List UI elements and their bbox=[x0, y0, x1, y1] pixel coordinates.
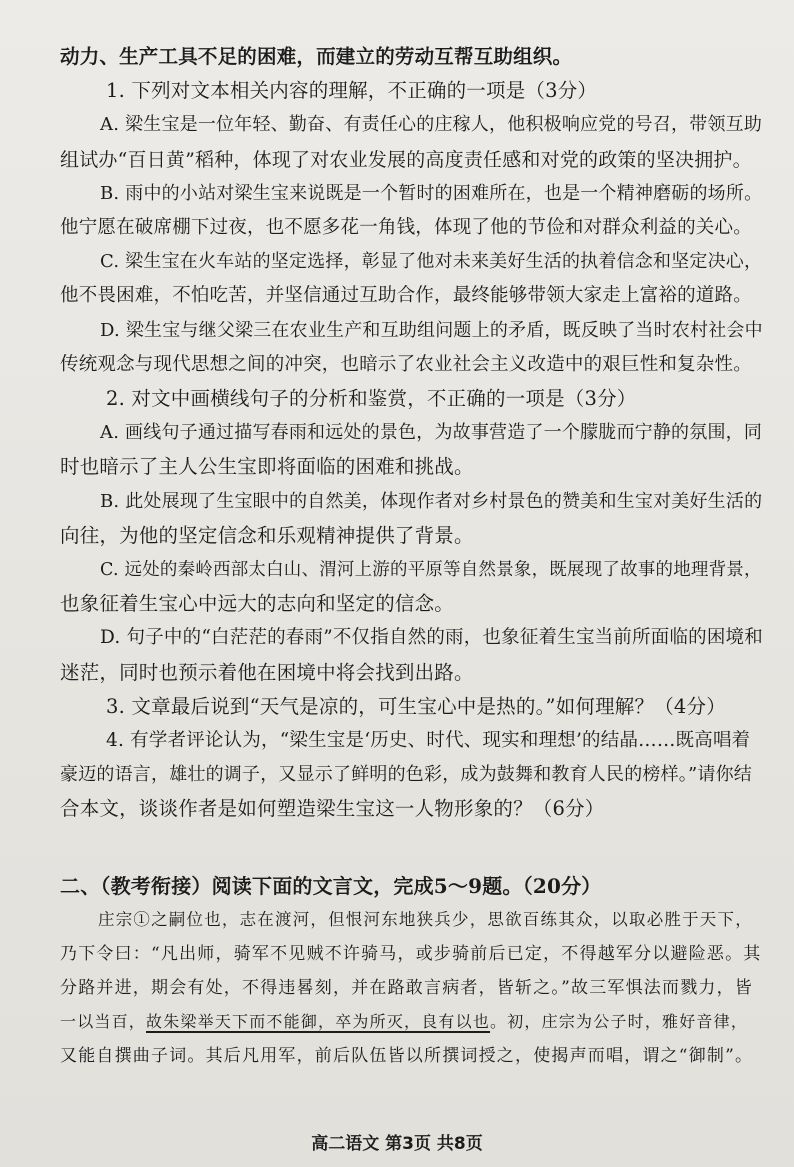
q1-option-d: D. 梁生宝与继父梁三在农业生产和互助组问题上的矛盾，既反映了当时农村社会中 bbox=[100, 319, 763, 341]
q2-option-a-cont: 时也暗示了主人公生宝即将面临的困难和挑战。 bbox=[60, 455, 474, 479]
q2-option-b-cont: 向往，为他的坚定信念和乐观精神提供了背景。 bbox=[60, 523, 474, 547]
q2-option-a: A. 画线句子通过描写春雨和远处的景色，为故事营造了一个朦胧而宁静的氛围，同 bbox=[100, 422, 763, 444]
underlined-sentence: 故朱梁举天下而不能御，卒为所灭，良有以也 bbox=[146, 1012, 491, 1032]
classical-text-segment: 一以当百， bbox=[60, 1012, 147, 1032]
question-4-cont: 合本文，谈谈作者是如何塑造梁生宝这一人物形象的？（6分） bbox=[60, 797, 605, 821]
q1-option-b-cont: 他宁愿在破席棚下过夜，也不愿多花一角钱，体现了他的节俭和对群众利益的关心。 bbox=[60, 217, 752, 239]
q1-option-c-cont: 他不畏困难，不怕吃苦，并坚信通过互助合作，最终能够带领大家走上富裕的道路。 bbox=[60, 285, 752, 307]
q1-option-a: A. 梁生宝是一位年轻、勤奋、有责任心的庄稼人，他积极响应党的号召，带领互助 bbox=[100, 114, 763, 136]
classical-text-line: 又能自撰曲子词。其后凡用军，前后队伍皆以所撰词授之，使揭声而唱，谓之“御制”。 bbox=[60, 1046, 754, 1067]
classical-text-line: 乃下令曰：“凡出师，骑军不见贼不许骑马，或步骑前后已定，不得越军分以避险恶。其 bbox=[60, 943, 762, 964]
section-2-title: 二、（教考衔接）阅读下面的文言文，完成5～9题。（20分） bbox=[60, 873, 602, 898]
q2-option-d: D. 句子中的“白茫茫的春雨”不仅指自然的雨，也象征着生宝当前所面临的困境和 bbox=[100, 627, 763, 649]
section-gap bbox=[60, 827, 766, 869]
classical-text-line bbox=[60, 1005, 766, 1039]
q2-option-b: B. 此处展现了生宝眼中的自然美，体现作者对乡村景色的赞美和生宝对美好生活的 bbox=[100, 490, 763, 512]
question-4: 4. 有学者评论认为，“梁生宝是‘历史、时代、现实和理想’的结晶……既高唱着 bbox=[106, 730, 751, 752]
q2-option-c: C. 远处的秦岭西部太白山、渭河上游的平原等自然景象，既展现了故事的地理背景， bbox=[100, 560, 762, 581]
classical-text-segment: 。初，庄宗为公子时，雅好音律， bbox=[490, 1012, 749, 1032]
q2-option-c-cont: 也象征着生宝心中远大的志向和坚定的信念。 bbox=[60, 592, 455, 616]
classical-text-line: 庄宗①之嗣位也，志在渡河，但恨河东地狭兵少，思欲百练其众，以取必胜于天下， bbox=[98, 909, 753, 929]
classical-text-line: 分路并进，期会有处，不得违晷刻，并在路敢言病者，皆斩之。”故三军惧法而戮力，皆 bbox=[60, 978, 753, 999]
page-content bbox=[60, 40, 766, 1074]
q1-option-a-cont: 组试办“百日黄”稻种，体现了对农业发展的高度责任感和对党的政策的坚决拥护。 bbox=[60, 148, 752, 171]
q1-option-c: C. 梁生宝在火车站的坚定选择，彰显了他对未来美好生活的执着信念和坚定决心， bbox=[100, 251, 763, 273]
question-2: 2. 对文中画横线句子的分析和鉴赏，不正确的一项是（3分） bbox=[106, 387, 637, 411]
q1-option-b: B. 雨中的小站对梁生宝来说既是一个暂时的困难所在，也是一个精神磨砺的场所。 bbox=[100, 182, 763, 204]
question-3: 3. 文章最后说到“天气是凉的，可生宝心中是热的。”如何理解？（4分） bbox=[106, 694, 726, 718]
q1-option-d-cont: 传统观念与现代思想之间的冲突，也暗示了农业社会主义改造中的艰巨性和复杂性。 bbox=[60, 353, 752, 375]
question-4-cont: 豪迈的语言，雄壮的调子，又显示了鲜明的色彩，成为鼓舞和教育人民的榜样。”请你结 bbox=[60, 764, 752, 786]
page-footer: 高二语文 第3页 共8页 bbox=[311, 1134, 483, 1154]
text-line: 动力、生产工具不足的困难，而建立的劳动互帮互助组织。 bbox=[60, 45, 573, 68]
question-1: 1. 下列对文本相关内容的理解，不正确的一项是（3分） bbox=[106, 79, 598, 103]
q2-option-d-cont: 迷茫，同时也预示着他在困境中将会找到出路。 bbox=[60, 660, 474, 684]
